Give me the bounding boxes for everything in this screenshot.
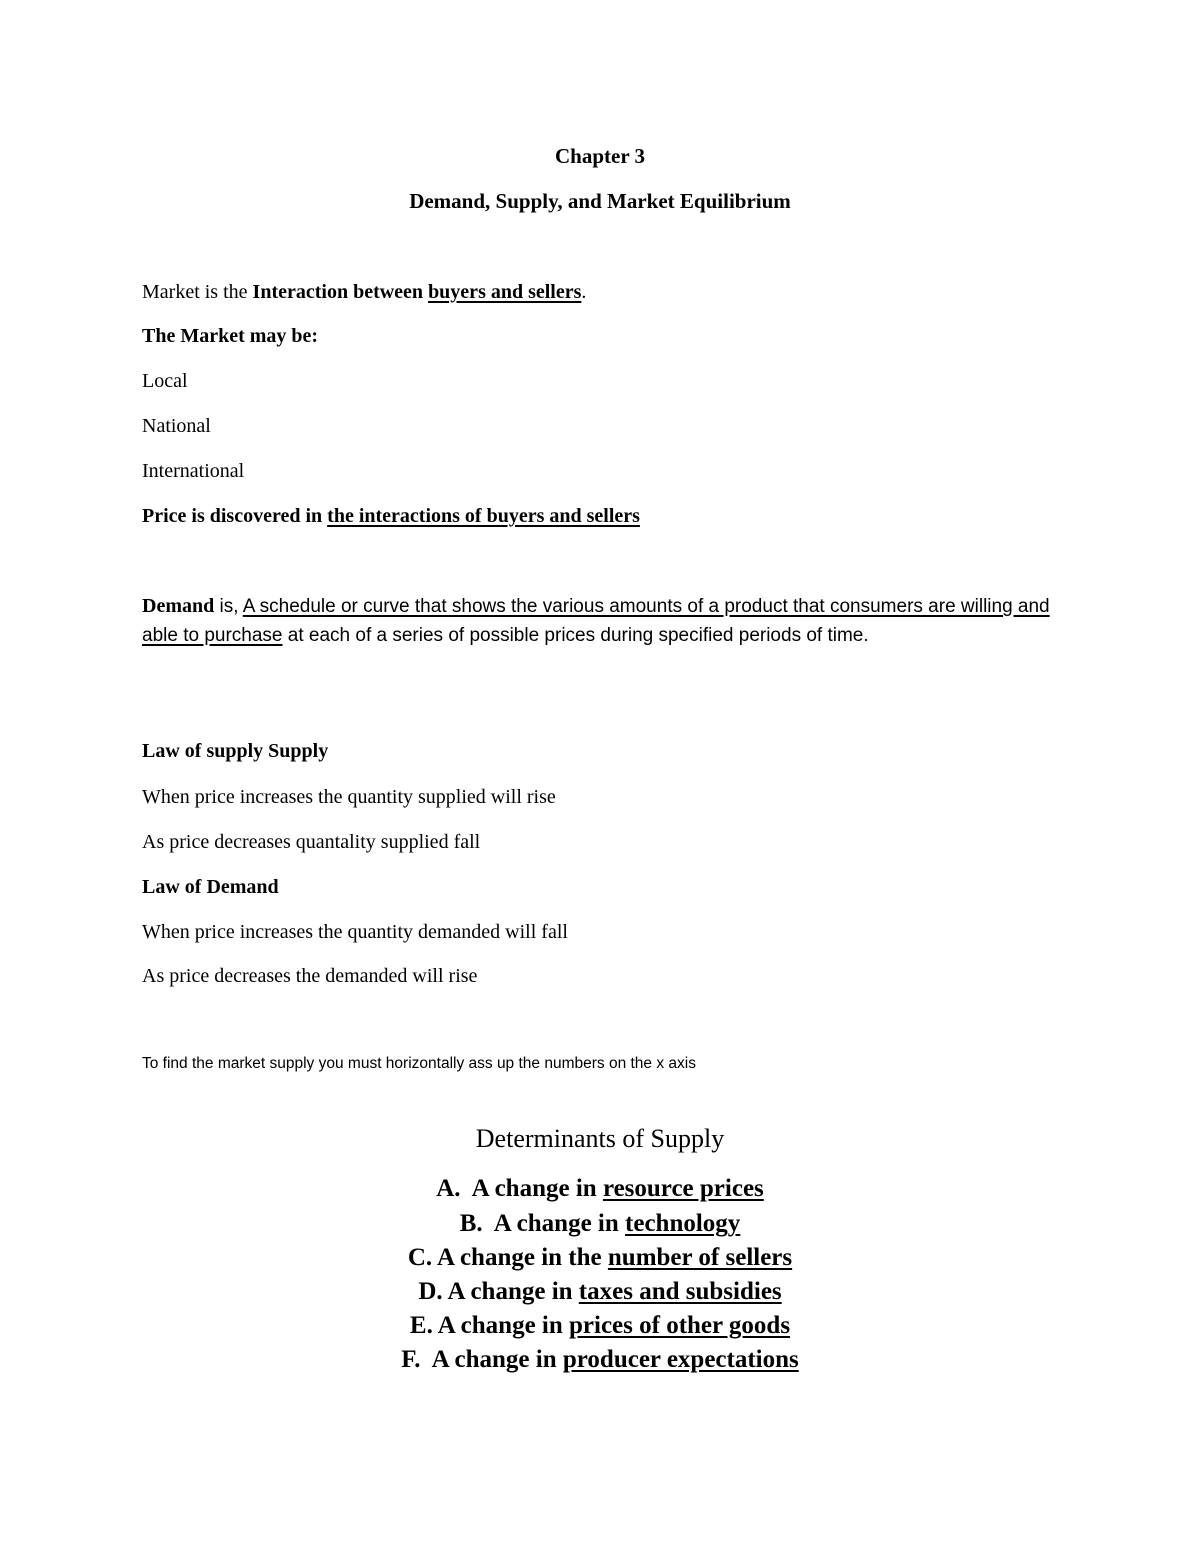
determinant-letter: B. (459, 1210, 483, 1237)
determinant-prefix: A change in (447, 1278, 579, 1305)
demand-term: Demand (142, 595, 215, 617)
market-intro-underline: buyers and sellers (428, 281, 582, 303)
page-title: Demand, Supply, and Market Equilibrium (409, 189, 791, 213)
market-supply-note: To find the market supply you must horizontally ass up the numbers on the x axis (142, 1055, 696, 1072)
law-of-supply-line: When price increases the quantity supplied will rise (142, 786, 556, 808)
law-of-supply-heading: Law of supply Supply (142, 740, 329, 762)
determinant-prefix: A change in (471, 1175, 603, 1202)
price-discovery-line (142, 505, 640, 528)
determinant-item (0, 1278, 1200, 1306)
chapter-label: Chapter 3 (554, 144, 646, 168)
determinant-letter: F. (401, 1346, 421, 1373)
determinant-underline: prices of other goods (569, 1312, 791, 1339)
law-of-supply-line: As price decreases quantality supplied fall (142, 831, 481, 853)
determinant-underline: technology (625, 1210, 741, 1237)
determinant-letter: E. (409, 1312, 433, 1339)
law-of-demand-line: As price decreases the demanded will rise (142, 965, 478, 987)
price-discovery-bold: Price is discovered in (142, 505, 328, 527)
demand-definition (142, 592, 1062, 650)
market-intro-bold: Interaction between (252, 281, 429, 303)
determinant-prefix: A change in (493, 1210, 626, 1237)
determinant-item (0, 1175, 1200, 1203)
determinant-item (0, 1312, 1200, 1340)
determinant-underline: number of sellers (607, 1244, 793, 1271)
market-type-item: National (142, 415, 211, 437)
demand-is-text: is, (214, 596, 243, 617)
market-intro (142, 281, 586, 304)
determinant-item (0, 1244, 1200, 1272)
market-intro-prefix: Market is the (142, 281, 253, 303)
determinant-prefix: A change in the (437, 1244, 608, 1271)
determinants-title: Determinants of Supply (475, 1124, 725, 1153)
determinant-letter: D. (418, 1278, 443, 1305)
determinant-underline: producer expectations (562, 1346, 799, 1373)
law-of-demand-heading: Law of Demand (142, 876, 279, 898)
market-intro-suffix: . (581, 281, 587, 303)
determinant-letter: C. (407, 1244, 433, 1271)
demand-definition-underline: A schedule or curve that shows the various amounts of a product that consumers are willing and able to purchase (142, 596, 1050, 646)
market-type-item: International (142, 460, 245, 482)
determinant-item (0, 1210, 1200, 1238)
determinant-item (0, 1346, 1200, 1374)
market-may-be-label: The Market may be: (142, 325, 319, 347)
determinant-prefix: A change in (437, 1312, 570, 1339)
determinant-letter: A. (436, 1175, 461, 1202)
price-discovery-underline: the interactions of buyers and sellers (327, 505, 640, 527)
law-of-demand-line: When price increases the quantity demanded will fall (142, 921, 568, 943)
determinant-prefix: A change in (431, 1346, 563, 1373)
determinant-underline: resource prices (602, 1175, 764, 1202)
market-type-item: Local (142, 370, 188, 392)
demand-definition-rest: at each of a series of possible prices during specified periods of time. (282, 625, 869, 646)
determinant-underline: taxes and subsidies (578, 1278, 782, 1305)
